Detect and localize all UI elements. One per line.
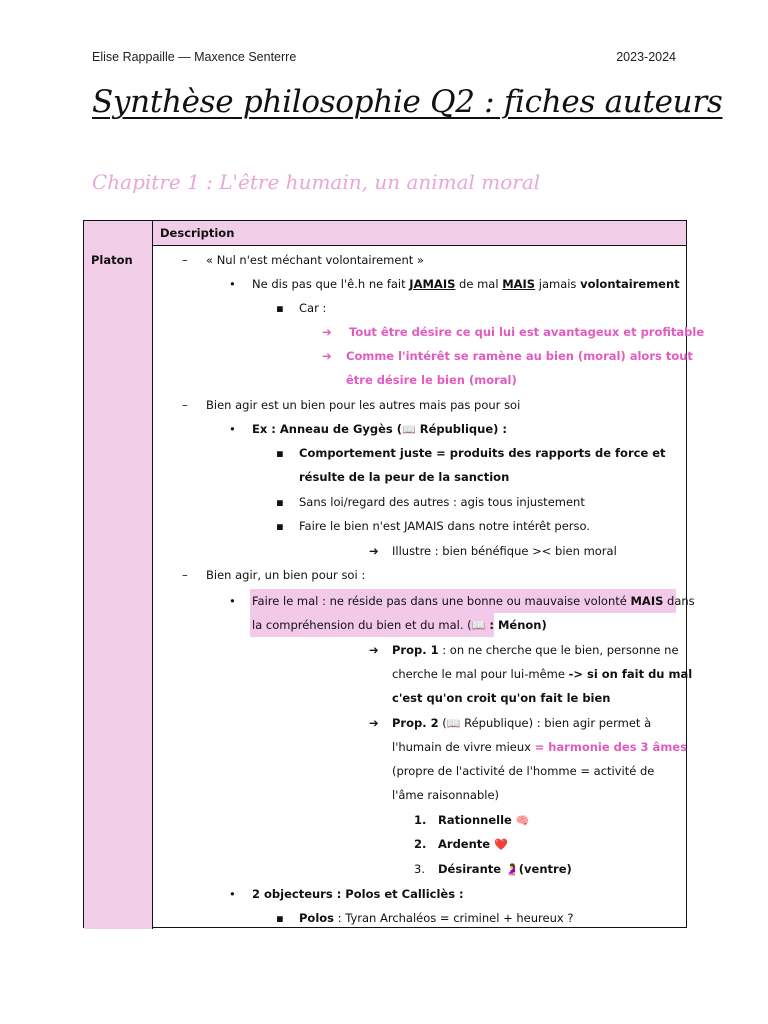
- text-line: Comme l'intérêt se ramène au bien (moral) alors tout: [346, 349, 693, 363]
- arrow-icon: ➔: [369, 643, 379, 657]
- square-marker: ▪: [276, 519, 284, 533]
- text-line: Sans loi/regard des autres : agis tous injustement: [299, 495, 585, 509]
- row-label-platon: Platon: [91, 253, 133, 267]
- chapter-heading: Chapitre 1 : L'être humain, un animal moral: [92, 170, 541, 194]
- pregnant-person-icon: 🤰: [505, 863, 519, 876]
- text-line: Bien agir est un bien pour les autres mais pas pour soi: [206, 398, 521, 412]
- header-year: 2023-2024: [616, 50, 676, 64]
- column-header-description: Description: [160, 226, 235, 240]
- square-marker: ▪: [276, 495, 284, 509]
- text-line: Car :: [299, 301, 327, 315]
- square-marker: ▪: [276, 446, 284, 460]
- square-marker: ▪: [276, 911, 284, 925]
- brain-icon: 🧠: [515, 814, 530, 827]
- list-number: 3.: [414, 862, 425, 876]
- text-line: Polos : Tyran Archaléos = criminel + heureux ?: [299, 911, 574, 925]
- text-line: Illustre : bien bénéfique >< bien moral: [392, 544, 617, 558]
- arrow-icon: ➔: [322, 349, 332, 363]
- square-marker: ▪: [276, 301, 284, 315]
- document-title: Synthèse philosophie Q2 : fiches auteurs: [92, 84, 723, 120]
- header-authors: Elise Rappaille — Maxence Senterre: [92, 50, 297, 64]
- text-line: l'humain de vivre mieux = harmonie des 3 âmes: [392, 740, 687, 754]
- text-line: Ex : Anneau de Gygès (📖 République) :: [252, 422, 507, 436]
- arrow-icon: ➔: [369, 716, 379, 730]
- dash-marker: –: [182, 568, 188, 582]
- list-number: 1.: [414, 813, 427, 827]
- text-line: l'âme raisonnable): [392, 788, 500, 802]
- list-item: Désirante 🤰(ventre): [438, 862, 572, 876]
- bullet-marker: •: [229, 422, 236, 436]
- heart-icon: ❤️: [494, 838, 508, 851]
- dash-marker: –: [182, 253, 188, 267]
- book-icon: 📖: [471, 619, 486, 632]
- book-icon: 📖: [446, 717, 461, 730]
- text-line: Comportement juste = produits des rapports de force et: [299, 446, 666, 460]
- table-label-column: [84, 245, 153, 929]
- column-divider: [152, 221, 153, 245]
- text-line: résulte de la peur de la sanction: [299, 470, 510, 484]
- bullet-marker: •: [229, 887, 236, 901]
- bullet-marker: •: [229, 277, 236, 291]
- text-line: cherche le mal pour lui-même -> si on fait du mal: [392, 667, 693, 681]
- text-line: c'est qu'on croit qu'on fait le bien: [392, 691, 611, 705]
- text-line: être désire le bien (moral): [346, 373, 517, 387]
- text-line: Prop. 1 : on ne cherche que le bien, personne ne: [392, 643, 679, 657]
- text-line: Tout être désire ce qui lui est avantageux et profitable: [349, 325, 705, 339]
- text-line: 2 objecteurs : Polos et Calliclès :: [252, 887, 464, 901]
- list-item: Rationnelle 🧠: [438, 813, 530, 827]
- arrow-icon: ➔: [322, 325, 332, 339]
- arrow-icon: ➔: [369, 544, 379, 558]
- text-line: Faire le mal : ne réside pas dans une bonne ou mauvaise volonté MAIS dans: [252, 594, 695, 608]
- bullet-marker: •: [229, 594, 236, 608]
- text-line: Ne dis pas que l'ê.h ne fait JAMAIS de mal MAIS jamais volontairement: [252, 277, 680, 291]
- text-line: Faire le bien n'est JAMAIS dans notre intérêt perso.: [299, 519, 591, 533]
- text-line: Prop. 2 (📖 République) : bien agir permet à: [392, 716, 652, 730]
- text-line: « Nul n'est méchant volontairement »: [206, 253, 424, 267]
- author-table: [83, 220, 705, 928]
- list-number: 2.: [414, 837, 427, 851]
- dash-marker: –: [182, 398, 188, 412]
- text-line: (propre de l'activité de l'homme = activité de: [392, 764, 655, 778]
- text-line: Bien agir, un bien pour soi :: [206, 568, 366, 582]
- text-line: la compréhension du bien et du mal. (📖 : Ménon): [252, 618, 547, 632]
- book-icon: 📖: [402, 423, 416, 436]
- list-item: Ardente ❤️: [438, 837, 508, 851]
